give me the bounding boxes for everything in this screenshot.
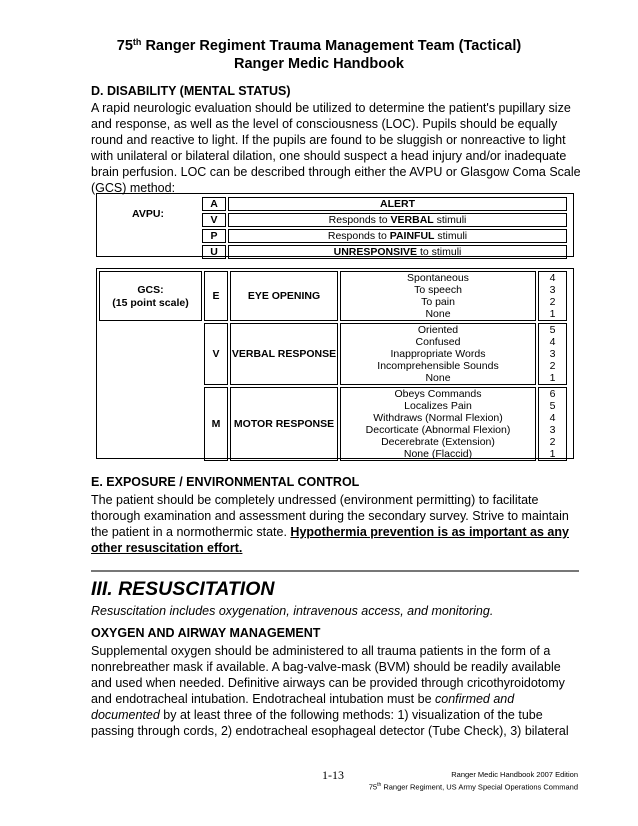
- gcs-score: 1: [549, 308, 556, 320]
- avpu-row: [202, 245, 567, 259]
- avpu-table: [96, 193, 574, 257]
- gcs-response: Obeys Commands: [394, 388, 482, 400]
- page-title: [0, 37, 638, 73]
- gcs-score: 1: [549, 372, 556, 384]
- gcs-letter: V: [204, 323, 228, 385]
- gcs-response: None: [425, 372, 451, 384]
- section-e-heading: E. EXPOSURE / ENVIRONMENTAL CONTROL: [91, 475, 360, 489]
- title-line-1: 75th Ranger Regiment Trauma Management Team (Tactical): [116, 37, 522, 54]
- avpu-rows: [200, 195, 569, 261]
- avpu-letter: U: [202, 245, 226, 259]
- gcs-response: Decerebrate (Extension): [381, 436, 495, 448]
- gcs-response: Localizes Pain: [404, 400, 472, 412]
- gcs-category: MOTOR RESPONSE: [230, 387, 338, 461]
- gcs-category: EYE OPENING: [230, 271, 338, 321]
- gcs-score: 4: [549, 336, 556, 348]
- gcs-response: Inappropriate Words: [390, 348, 486, 360]
- gcs-category: VERBAL RESPONSE: [230, 323, 338, 385]
- section-iii-heading: III. RESUSCITATION: [91, 578, 275, 600]
- gcs-score: 5: [549, 324, 556, 336]
- oxygen-body: Supplemental oxygen should be administered to all trauma patients in the form of a nonrebreather mask if available. A bag-valve-mask (BVM) should be readily available and used when needed. Definitive airways can be provided through cricothyroidotomy and endotracheal intubation. Endotracheal intubation must be confirmed and documented by at least three of the following methods: 1) visualization of the tube passing through cords, 2) endotracheal esophageal detector (Tube Check), 3) bilateral: [91, 644, 569, 738]
- gcs-score: 4: [549, 412, 556, 424]
- gcs-letter: E: [204, 271, 228, 321]
- gcs-table: [96, 268, 574, 459]
- gcs-score: 3: [549, 284, 556, 296]
- gcs-response: None: [425, 308, 451, 320]
- gcs-responses: [340, 387, 536, 461]
- title-line-2: Ranger Medic Handbook: [234, 56, 404, 72]
- gcs-scores: [538, 387, 567, 461]
- section-e-body: The patient should be completely undressed (environment permitting) to facilitate thorough examination and assessment during the secondary survey. Strive to maintain the patient in a normothermic state. Hypothermia prevention is as important as any other resuscitation effort.: [91, 493, 569, 555]
- avpu-description: Responds to VERBAL stimuli: [228, 213, 567, 227]
- gcs-group-eye: [99, 271, 567, 321]
- gcs-response: None (Flaccid): [403, 448, 473, 460]
- gcs-responses: [340, 323, 536, 385]
- gcs-scores: [538, 271, 567, 321]
- gcs-response: To pain: [421, 296, 455, 308]
- gcs-response: Incomprehensible Sounds: [377, 360, 499, 372]
- section-d-body: A rapid neurologic evaluation should be utilized to determine the patient's pupillary size and response, as well as the level of consciousness (LOC). Pupils should be equally round and reactive to light. If the pupils are found to be sluggish or nonreactive to light with unilateral or bilateral dilation, one should suspect a head injury and/or inadequate brain perfusion. LOC can be described through either the AVPU or Glasgow Coma Scale (GCS) method:: [91, 101, 581, 195]
- hypothermia-emphasis: Hypothermia prevention is as important as any other resuscitation effort.: [91, 525, 569, 555]
- avpu-description: Responds to PAINFUL stimuli: [228, 229, 567, 243]
- gcs-response: Oriented: [417, 324, 459, 336]
- section-d-heading: D. DISABILITY (MENTAL STATUS): [91, 84, 291, 98]
- gcs-response: Confused: [415, 336, 461, 348]
- gcs-label-subtitle: (15 point scale): [112, 297, 189, 309]
- gcs-score: 1: [549, 448, 556, 460]
- gcs-response: Spontaneous: [407, 272, 469, 284]
- section-iii-subtitle: Resuscitation includes oxygenation, intravenous access, and monitoring.: [91, 604, 494, 618]
- avpu-description: ALERT: [228, 197, 567, 211]
- gcs-rows: [97, 269, 569, 463]
- page-number: 1-13: [322, 768, 344, 782]
- gcs-responses: [340, 271, 536, 321]
- footer-unit: 75th Ranger Regiment, US Army Special Operations Command: [368, 782, 578, 792]
- gcs-label: [99, 271, 202, 321]
- gcs-label-title: GCS:: [137, 284, 164, 296]
- gcs-scores: [538, 323, 567, 385]
- footer-edition: Ranger Medic Handbook 2007 Edition: [451, 770, 578, 779]
- gcs-score: 2: [549, 436, 556, 448]
- avpu-letter: A: [202, 197, 226, 211]
- avpu-description: UNRESPONSIVE to stimuli: [228, 245, 567, 259]
- gcs-score: 2: [549, 360, 556, 372]
- section-divider: [91, 570, 579, 572]
- avpu-letter: P: [202, 229, 226, 243]
- gcs-score: 3: [549, 424, 556, 436]
- avpu-row: [202, 197, 567, 211]
- gcs-group-motor: [99, 387, 567, 461]
- avpu-label: AVPU:: [132, 208, 164, 220]
- gcs-score: 5: [549, 400, 556, 412]
- gcs-score: 2: [549, 296, 556, 308]
- gcs-score: 6: [549, 388, 556, 400]
- gcs-group-verbal: [99, 323, 567, 385]
- oxygen-heading: OXYGEN AND AIRWAY MANAGEMENT: [91, 626, 321, 640]
- gcs-response: Withdraws (Normal Flexion): [373, 412, 503, 424]
- gcs-response: To speech: [414, 284, 462, 296]
- avpu-row: [202, 213, 567, 227]
- avpu-row: [202, 229, 567, 243]
- gcs-score: 4: [549, 272, 556, 284]
- avpu-letter: V: [202, 213, 226, 227]
- gcs-score: 3: [549, 348, 556, 360]
- gcs-letter: M: [204, 387, 228, 461]
- gcs-response: Decorticate (Abnormal Flexion): [365, 424, 511, 436]
